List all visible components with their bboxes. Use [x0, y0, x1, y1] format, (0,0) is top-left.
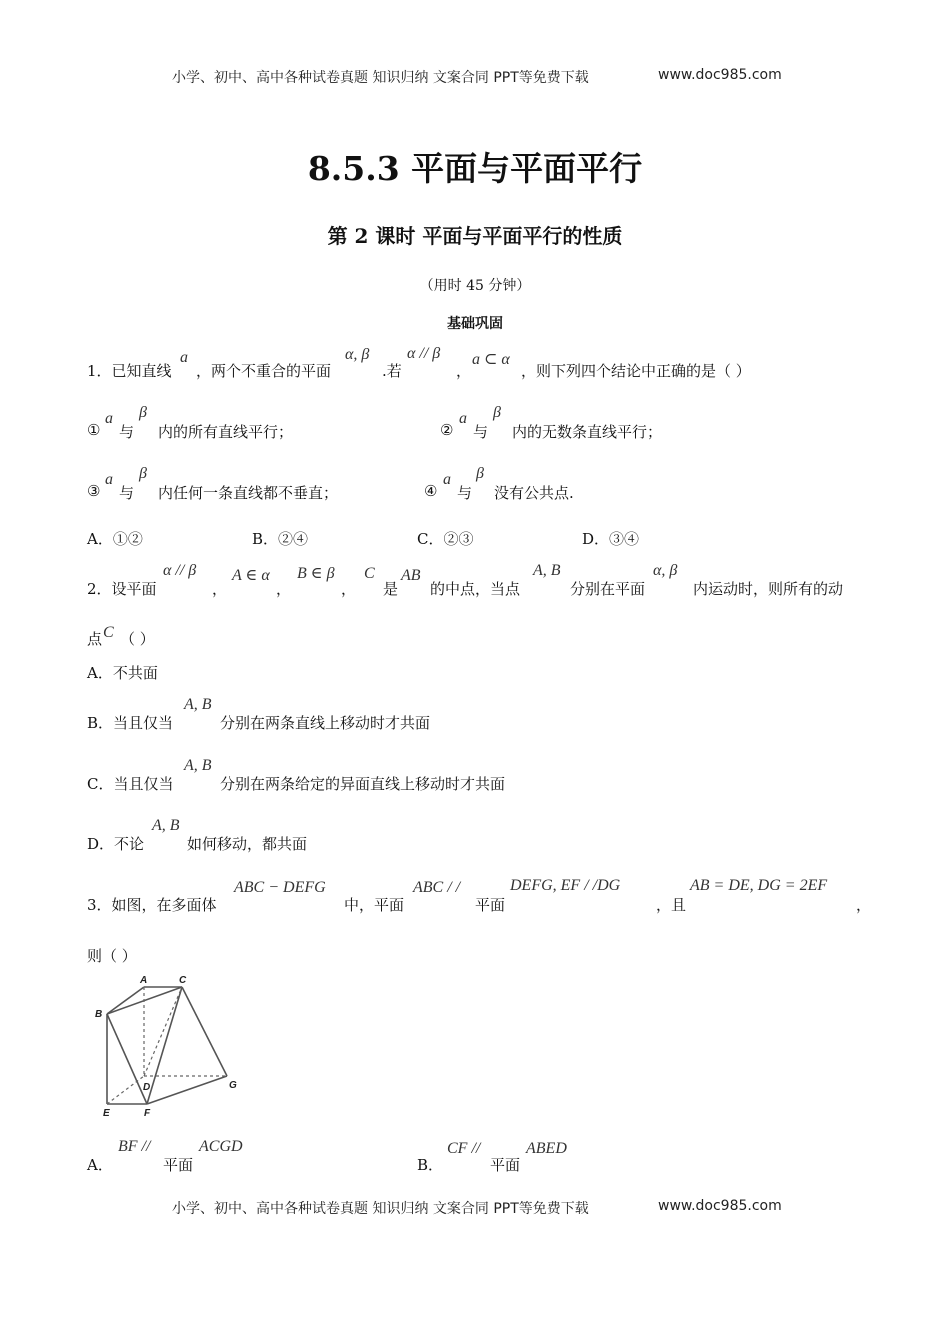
q1-s1-with: 与: [119, 423, 135, 441]
q1-s2-num: ②: [440, 421, 454, 439]
vertex-label-a: A: [140, 975, 148, 986]
q1-text-1: ，两个不重合的平面: [196, 362, 332, 380]
q3-option-a-m1: BF //: [118, 1138, 151, 1155]
q3-math-abc-par: ABC / /: [413, 879, 461, 896]
edge-cg: [182, 987, 227, 1076]
q2-option-d-pre[interactable]: D．不论: [87, 835, 145, 853]
q2-math-parallel: α // β: [163, 562, 197, 579]
q2-text-mid: 的中点，当点: [430, 580, 521, 598]
q2-prefix: 2．设平面: [87, 580, 157, 598]
q2-math-ab: AB: [401, 567, 421, 584]
header-text: 小学、初中、高中各种试卷真题 知识归纳 文案合同 PPT等免费下载: [172, 70, 589, 86]
q1-s3-beta: β: [139, 465, 147, 482]
q3-math-eq: AB = DE, DG = 2EF: [690, 877, 828, 894]
q1-math-a: a: [180, 349, 188, 366]
q2-option-d-math: A, B: [152, 817, 180, 834]
vertex-label-g: G: [229, 1080, 237, 1091]
q3-math-def: DEFG, EF / /DG: [510, 877, 621, 894]
q1-s3-text: 内任何一条直线都不垂直；: [158, 484, 339, 502]
time-note: （用时 45 分钟）: [419, 278, 531, 294]
q2-option-b-math: A, B: [184, 696, 212, 713]
q1-s1-text: 内的所有直线平行；: [158, 423, 294, 441]
q1-s2-text: 内的无数条直线平行；: [512, 423, 663, 441]
q2-option-c-math: A, B: [184, 757, 212, 774]
edge-ba: [107, 987, 144, 1014]
q1-s3-a: a: [105, 471, 113, 488]
q3-option-a-m2: ACGD: [199, 1138, 243, 1155]
q2-option-a[interactable]: A．不共面: [87, 664, 158, 682]
q1-s1-a: a: [105, 410, 113, 427]
q1-text-4: ，则下列四个结论中正确的是（ ）: [521, 362, 751, 380]
q2-text-sep: 分别在平面: [570, 580, 646, 598]
q2-option-c-pre[interactable]: C．当且仅当: [87, 775, 174, 793]
q1-text-3: ，: [456, 362, 472, 380]
q2-comma-1: ，: [212, 580, 228, 598]
q2-option-b-suf[interactable]: 分别在两条直线上移动时才共面: [220, 714, 431, 732]
edge-fg: [147, 1076, 227, 1104]
q3-prefix: 3．如图，在多面体: [87, 896, 217, 914]
vertex-label-c: C: [179, 975, 187, 986]
q1-option-b[interactable]: B．②④: [252, 530, 309, 548]
q3-option-a-plane[interactable]: 平面: [163, 1156, 194, 1174]
q2-comma-3: ，: [341, 580, 357, 598]
q1-s4-num: ④: [424, 482, 438, 500]
section-heading: 基础巩固: [447, 316, 503, 332]
edge-ed-hidden: [107, 1076, 144, 1104]
q1-s3-num: ③: [87, 482, 101, 500]
q1-math-subset: a ⊂ α: [472, 351, 510, 368]
vertex-label-f: F: [144, 1108, 151, 1119]
q2-option-c-suf[interactable]: 分别在两条给定的异面直线上移动时才共面: [220, 775, 506, 793]
q1-math-alpha-beta: α, β: [345, 346, 370, 363]
footer-text: 小学、初中、高中各种试卷真题 知识归纳 文案合同 PPT等免费下载: [172, 1201, 589, 1217]
q1-prefix: 1．已知直线: [87, 362, 172, 380]
q3-text-and: ，且: [656, 896, 687, 914]
q2-math-a-in: A ∈ α: [232, 567, 270, 584]
page-subtitle: 第 2 课时 平面与平面平行的性质: [327, 224, 623, 248]
q1-s1-num: ①: [87, 421, 101, 439]
q2-text-move: 内运动时，则所有的动: [693, 580, 844, 598]
page-title: 8.5.3 平面与平面平行: [307, 149, 643, 188]
q1-s2-beta: β: [493, 404, 501, 421]
q3-option-b-plane[interactable]: 平面: [490, 1156, 521, 1174]
q2-math-b-in: B ∈ β: [297, 565, 335, 582]
q1-s4-a: a: [443, 471, 451, 488]
q2-math-alpha-beta: α, β: [653, 562, 678, 579]
q1-s1-beta: β: [139, 404, 147, 421]
q2-option-d-suf[interactable]: 如何移动，都共面: [187, 835, 308, 853]
q2-math-c: C: [364, 565, 375, 582]
q3-math-poly: ABC − DEFG: [234, 879, 326, 896]
footer-url[interactable]: www.doc985.com: [658, 1198, 782, 1214]
edge-dc-hidden: [144, 987, 182, 1076]
q2-line2-c: C: [103, 624, 114, 641]
q1-math-parallel: α // β: [407, 345, 441, 362]
q3-option-b-m2: ABED: [526, 1140, 567, 1157]
q2-text-is: 是: [383, 580, 399, 598]
q2-comma-2: ，: [276, 580, 292, 598]
header-url[interactable]: www.doc985.com: [658, 67, 782, 83]
vertex-label-b: B: [95, 1009, 103, 1020]
q2-math-ab2: A, B: [533, 562, 561, 579]
q2-line2-prefix: 点: [87, 630, 103, 648]
q1-s4-with: 与: [457, 484, 473, 502]
q1-text-2: .若: [382, 362, 402, 380]
q2-line2-suffix: （ ）: [120, 630, 155, 648]
q1-s2-with: 与: [473, 423, 489, 441]
edge-cf: [147, 987, 182, 1104]
edge-bf: [107, 1014, 147, 1104]
q1-option-c[interactable]: C．②③: [417, 530, 474, 548]
q1-s3-with: 与: [119, 484, 135, 502]
q1-s2-a: a: [459, 410, 467, 427]
q3-text-mid: 中，平面: [344, 896, 405, 914]
q3-option-a-pre[interactable]: A．: [87, 1156, 113, 1174]
q1-option-d[interactable]: D．③④: [582, 530, 640, 548]
q2-option-b-pre[interactable]: B．当且仅当: [87, 714, 174, 732]
q3-option-b-m1: CF //: [447, 1140, 481, 1157]
vertex-label-e: E: [103, 1108, 110, 1119]
polyhedron-figure: [90, 972, 250, 1122]
q3-line2: 则（ ）: [87, 947, 137, 965]
q3-option-b-pre[interactable]: B．: [417, 1156, 444, 1174]
vertex-label-d: D: [143, 1082, 151, 1093]
q3-text-plane: 平面: [475, 896, 506, 914]
q1-s4-beta: β: [476, 465, 484, 482]
q3-text-end: ，: [856, 896, 872, 914]
q1-option-a[interactable]: A．①②: [87, 530, 143, 548]
q1-s4-text: 没有公共点.: [494, 484, 574, 502]
